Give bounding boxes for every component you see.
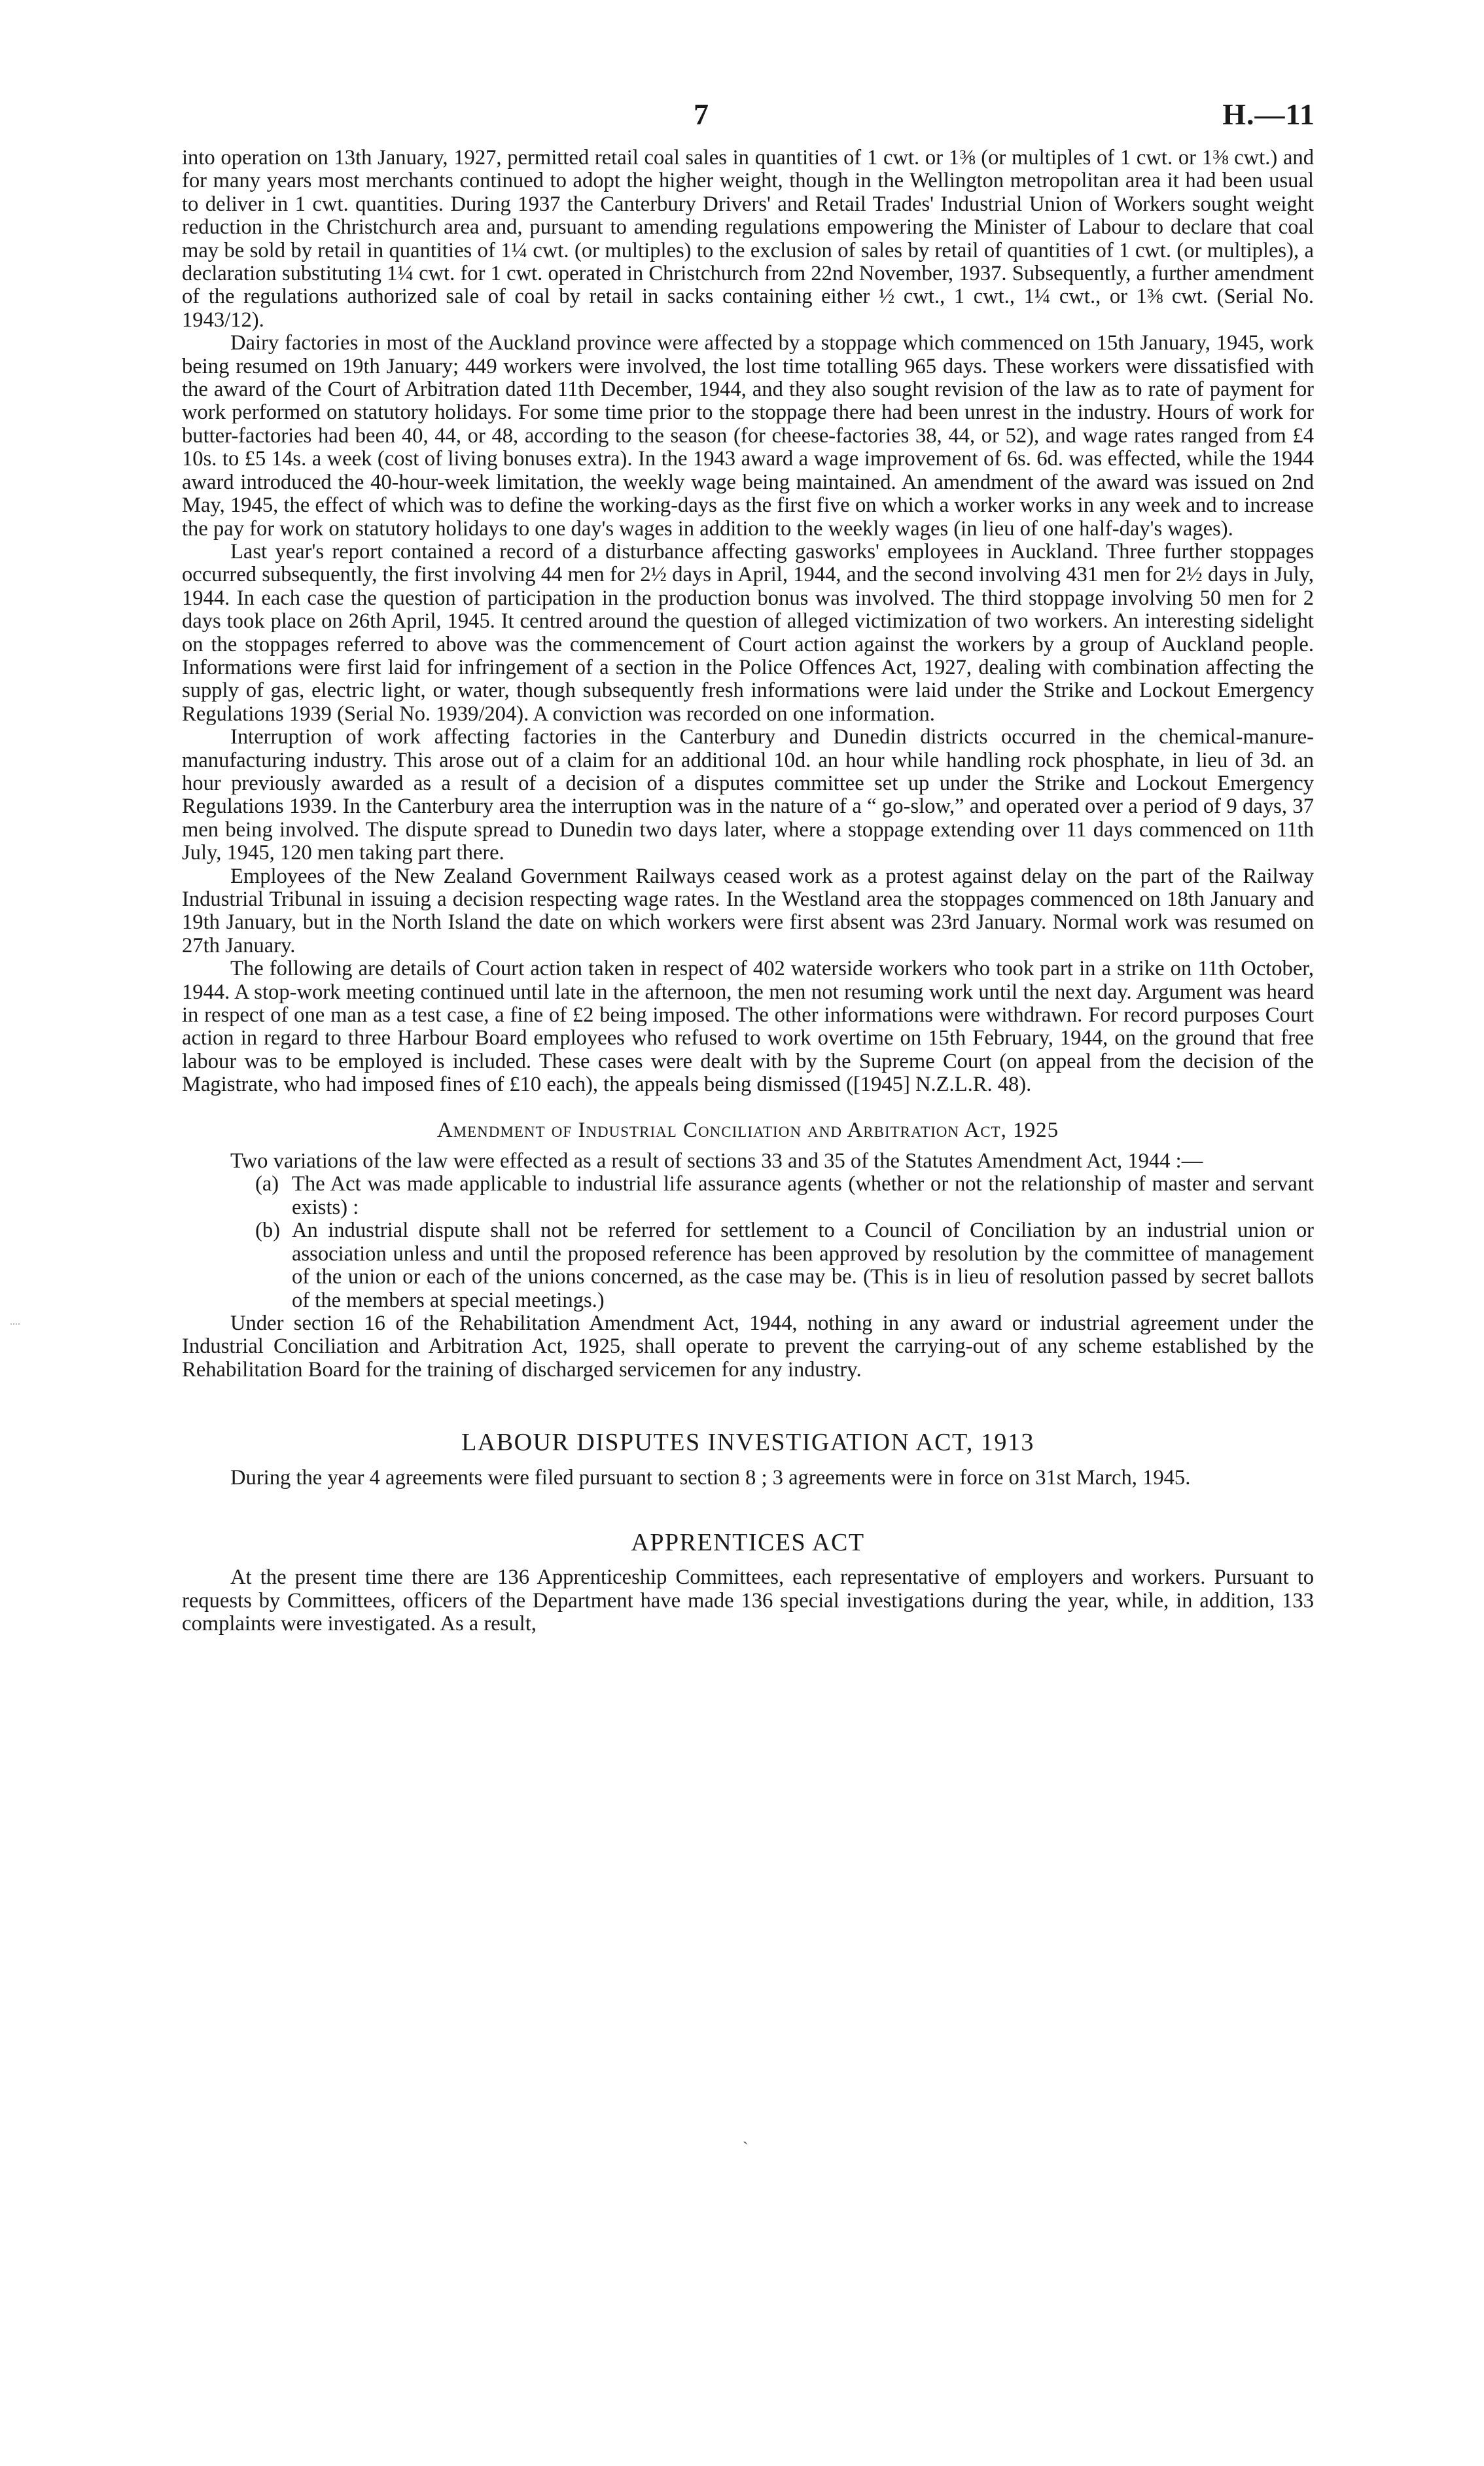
labour-disputes-heading: LABOUR DISPUTES INVESTIGATION ACT, 1913 [461,1429,1034,1457]
paragraph-dairy-factories: Dairy factories in most of the Auckland province were affected by a stoppage which commenced on 15th January, 1945, work being resumed on 19th January; 449 workers were involved, the lost time totalling 965 days. These workers were dissatisfied with the award of the Court of Arbitration dated 11th December, 1944, and they also sought revision of the law as to rate of payment for work performed on statutory holidays. For some time prior to the stoppage there had been unrest in the industry. Hours of work for butter-factories had been 40, 44, or 48, according to the season (for cheese-factories 38, 44, or 52), and wage rates ranged from £4 10s. to £5 14s. a week (cost of living bonuses extra). In the 1943 award a wage improvement of 6s. 6d. was effected, while the 1944 award introduced the 40-hour-week limitation, the weekly wage being maintained. An amendment of the award was issued on 2nd May, 1945, the effect of which was to define the working-days as the first five on which a worker works in any week and to increase the pay for work on statutory holidays to one day's wages in addition to the weekly wages (in lieu of one half-day's wages). [182,331,1314,541]
clause-text: The Act was made applicable to industrial life assurance agents (whether or not the relationship of master and servant exists) : [292,1172,1314,1219]
clause-item [182,1219,1314,1312]
paragraph-chemical-manure: Interruption of work affecting factories in the Canterbury and Dunedin districts occurred in the chemical-manure-manufacturing industry. This arose out of a claim for an additional 10d. an hour while handling rock phosphate, in lieu of 3d. an hour previously awarded as a result of a decision of a disputes committee set up under the Strike and Lockout Emergency Regulations 1939. In the Canterbury area the interruption was in the nature of a “ go-slow,” and operated over a period of 9 days, 37 men being involved. The dispute spread to Dunedin two days later, where a stoppage extending over 11 days commenced on 11th July, 1945, 120 men taking part there. [182,725,1314,865]
clause-marker: (b) [255,1219,280,1243]
paragraph-gasworks: Last year's report contained a record of a disturbance affecting gasworks' employees in Auckland. Three further stoppages occurred subsequently, the first involving 44 men for 2½ days in April, 1944, and the second involving 431 men for 2½ days in July, 1944. In each case the question of participation in the production bonus was involved. The third stoppage involving 50 men for 2 days took place on 26th April, 1945. It centred around the question of alleged victimization of two workers. An interesting sidelight on the stoppages referred to above was the commencement of Court action against the workers by a group of Auckland people. Informations were first laid for infringement of a section in the Police Offences Act, 1927, dealing with combination affecting the supply of gas, electric light, or water, though subsequently fresh informations were laid under the Strike and Lockout Emergency Regulations 1939 (Serial No. 1939/204). A conviction was recorded on one information. [182,539,1314,726]
paragraph-waterside-workers: The following are details of Court action taken in respect of 402 waterside workers who took part in a strike on 11th October, 1944. A stop-work meeting continued until late in the afternoon, the men not resuming work until the next day. Argument was heard in respect of one man as a test case, a fine of £2 being imposed. The other informations were withdrawn. For record purposes Court action in regard to three Harbour Board employees who refused to work overtime on 15th February, 1944, on the ground that free labour was to be employed is included. These cases were dealt with by the Supreme Court (on appeal from the decision of the Magistrate, who had imposed fines of £10 each), the appeals being dismissed ([1945] N.Z.L.R. 48). [182,957,1314,1097]
clause-item [182,1173,1314,1219]
clause-text: An industrial dispute shall not be referred for settlement to a Council of Conciliation by an industrial union or association unless and until the proposed reference has been approved by resolution by the committee of management of the union or each of the unions concerned, as the case may be. (This is in lieu of resolution passed by secret ballots of the members at special meetings.) [292,1219,1314,1312]
page-number: 7 [694,98,709,131]
stray-print-mark: ˋ [743,2139,749,2158]
apprentices-paragraph: At the present time there are 136 Apprenticeship Committees, each representative of employers and workers. Pursuant to requests by Committees, officers of the Department have made 136 special investigations during the year, while, in addition, 133 complaints were investigated. As a result, [182,1565,1314,1636]
amendment-heading: Amendment of Industrial Conciliation and Arbitration Act, 1925 [436,1118,1059,1142]
apprentices-heading: APPRENTICES ACT [631,1528,865,1556]
margin-dash-mark [10,1323,20,1325]
amendment-intro: Two variations of the law were effected as a result of sections 33 and 35 of the Statutes Amendment Act, 1944 :— [230,1149,1203,1173]
clause-marker: (a) [255,1172,279,1196]
page-header [0,97,1484,136]
labour-disputes-paragraph: During the year 4 agreements were filed pursuant to section 8 ; 3 agreements were in force on 31st March, 1945. [230,1465,1191,1490]
paragraph-coal-sales: into operation on 13th January, 1927, permitted retail coal sales in quantities of 1 cwt. or 1⅜ (or multiples of 1 cwt. or 1⅜ cwt.) and for many years most merchants continued to adopt the higher weight, though in the Wellington metropolitan area it had been usual to deliver in 1 cwt. quantities. During 1937 the Canterbury Drivers' and Retail Trades' Industrial Union of Workers sought weight reduction in the Christchurch area and, pursuant to amending regulations empowering the Minister of Labour to declare that coal may be sold by retail in quantities of 1¼ cwt. (or multiples) to the exclusion of sales by retail of quantities of 1 cwt. (or multiples), a declaration substituting 1¼ cwt. for 1 cwt. operated in Christchurch from 22nd November, 1937. Subsequently, a further amendment of the regulations authorized sale of coal by retail in sacks containing either ½ cwt., 1 cwt., 1¼ cwt., or 1⅜ cwt. (Serial No. 1943/12). [182,146,1314,332]
document-body [182,147,1314,1636]
report-code: H.—11 [1222,98,1315,131]
amendment-clauses [182,1173,1314,1312]
paragraph-railways: Employees of the New Zealand Government Railways ceased work as a protest against delay on the part of the Railway Industrial Tribunal in issuing a decision respecting wage rates. In the Westland area the stoppages commenced on 18th January and 19th January, but in the North Island the date on which workers were first absent was 23rd January. Normal work was resumed on 27th January. [182,864,1314,957]
rehabilitation-paragraph: Under section 16 of the Rehabilitation Amendment Act, 1944, nothing in any award or industrial agreement under the Industrial Conciliation and Arbitration Act, 1925, shall operate to prevent the carrying-out of any scheme established by the Rehabilitation Board for the training of discharged servicemen for any industry. [182,1311,1314,1382]
